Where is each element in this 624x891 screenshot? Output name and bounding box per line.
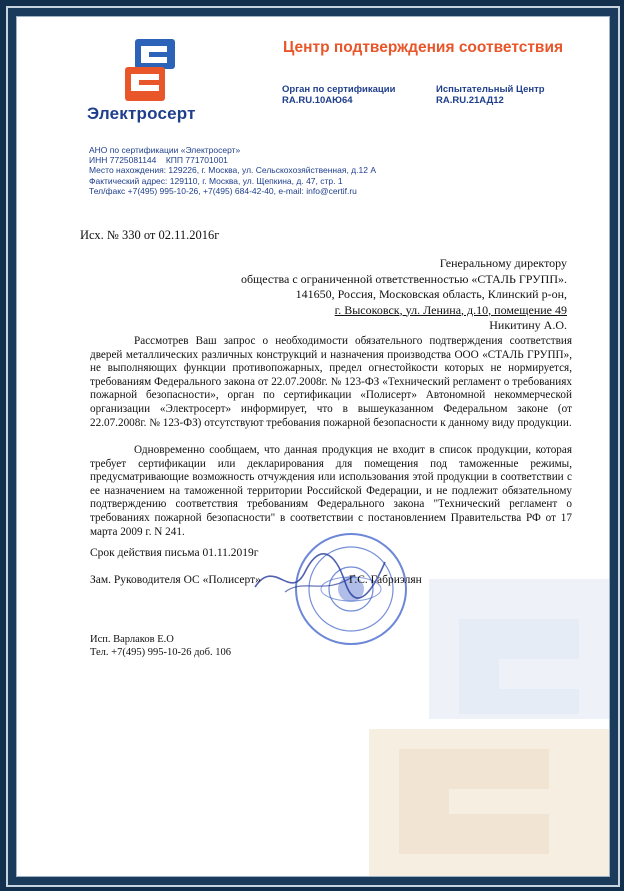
- org-inn-kpp: ИНН 7725081144 КПП 771701001: [89, 155, 228, 166]
- letter-page: [16, 16, 610, 877]
- center-title: Центр подтверждения соответствия: [283, 39, 564, 56]
- org-contacts: Тел/факс +7(495) 995-10-26, +7(495) 684-42-40, e-mail: info@certif.ru: [89, 185, 357, 196]
- executor-name: Исп. Варлаков Е.О: [90, 634, 174, 645]
- addressee-person: Никитину А.О.: [489, 318, 567, 332]
- executor-phone: Тел. +7(495) 995-10-26 доб. 106: [90, 647, 232, 658]
- deputy-title: Зам. Руководителя ОС «Полисерт»: [90, 574, 261, 586]
- cert-body-reg: RA.RU.10АЮ64: [282, 95, 353, 106]
- addressee-address-2: г. Высоковск, ул. Ленина, д.10, помещение 49: [334, 302, 567, 317]
- addressee-address-1: 141650, Россия, Московская область, Клинский р-он,: [295, 287, 567, 301]
- org-location: Место нахождения: 129226, г. Москва, ул. Сельскохозяйственная, д.12 А: [89, 165, 376, 176]
- org-details: [89, 145, 376, 196]
- validity-note: Срок действия письма 01.11.2019г: [90, 547, 259, 559]
- addressee-block: [241, 256, 567, 334]
- lab-label: Испытательный Центр: [436, 84, 545, 95]
- cert-body-label: Орган по сертификации: [282, 84, 396, 95]
- lab-reg: RA.RU.21АД12: [436, 95, 504, 106]
- org-name: АНО по сертификации «Электросерт»: [89, 145, 241, 155]
- executor-block: [90, 633, 231, 659]
- addressee-title: Генеральному директору: [439, 256, 567, 270]
- cert-body-block: [282, 84, 395, 106]
- body-paragraph-2: Одновременно сообщаем, что данная продукция не входит в список продукции, которая требует сертификации или декларирования для помещения под таможенные режимы, предусматривающие возможность отчуждения или использования этой продукции в соответствии с ее назначением на таможенной территории Российской Федерации, и не подлежит обязательному подтверждению соответствия требованиям Федерального закона "Технический регламент о требованиях пожарной безопасности" в соответствии с постановлением Правительства РФ от 17 марта 2009 г. N 241.: [90, 444, 572, 538]
- elektrosert-logo-icon: [125, 39, 175, 101]
- org-actual-address: Фактический адрес: 129110, г. Москва, ул. Щепкина, д. 47, стр. 1: [89, 175, 343, 186]
- signer-name: Г.С. Габриэлян: [349, 574, 422, 586]
- body-paragraph-1: Рассмотрев Ваш запрос о необходимости обязательного подтверждения соответствия дверей металлических различных конструкций и назначения производства ООО «СТАЛЬ ГРУПП», не выполняющих функции противопожарных, предел огнестойкости которых не нормируется, требованиям Федерального закона от 22.07.2008г. № 123-ФЗ «Технический регламент о требованиях пожарной безопасности», орган по сертификации «Полисерт» Автономной некоммерческой организации «Электросерт» информирует, что в вышеуказанном Федеральном законе (от 22.07.2008г. № 123-ФЗ) отсутствуют требования пожарной безопасности к данному виду продукции.: [90, 335, 572, 429]
- outgoing-number: Исх. № 330 от 02.11.2016г: [80, 228, 220, 242]
- lab-block: [436, 84, 545, 106]
- brand-name: Электросерт: [87, 104, 196, 123]
- addressee-company: общества с ограниченной ответственностью «СТАЛЬ ГРУПП».: [240, 271, 567, 286]
